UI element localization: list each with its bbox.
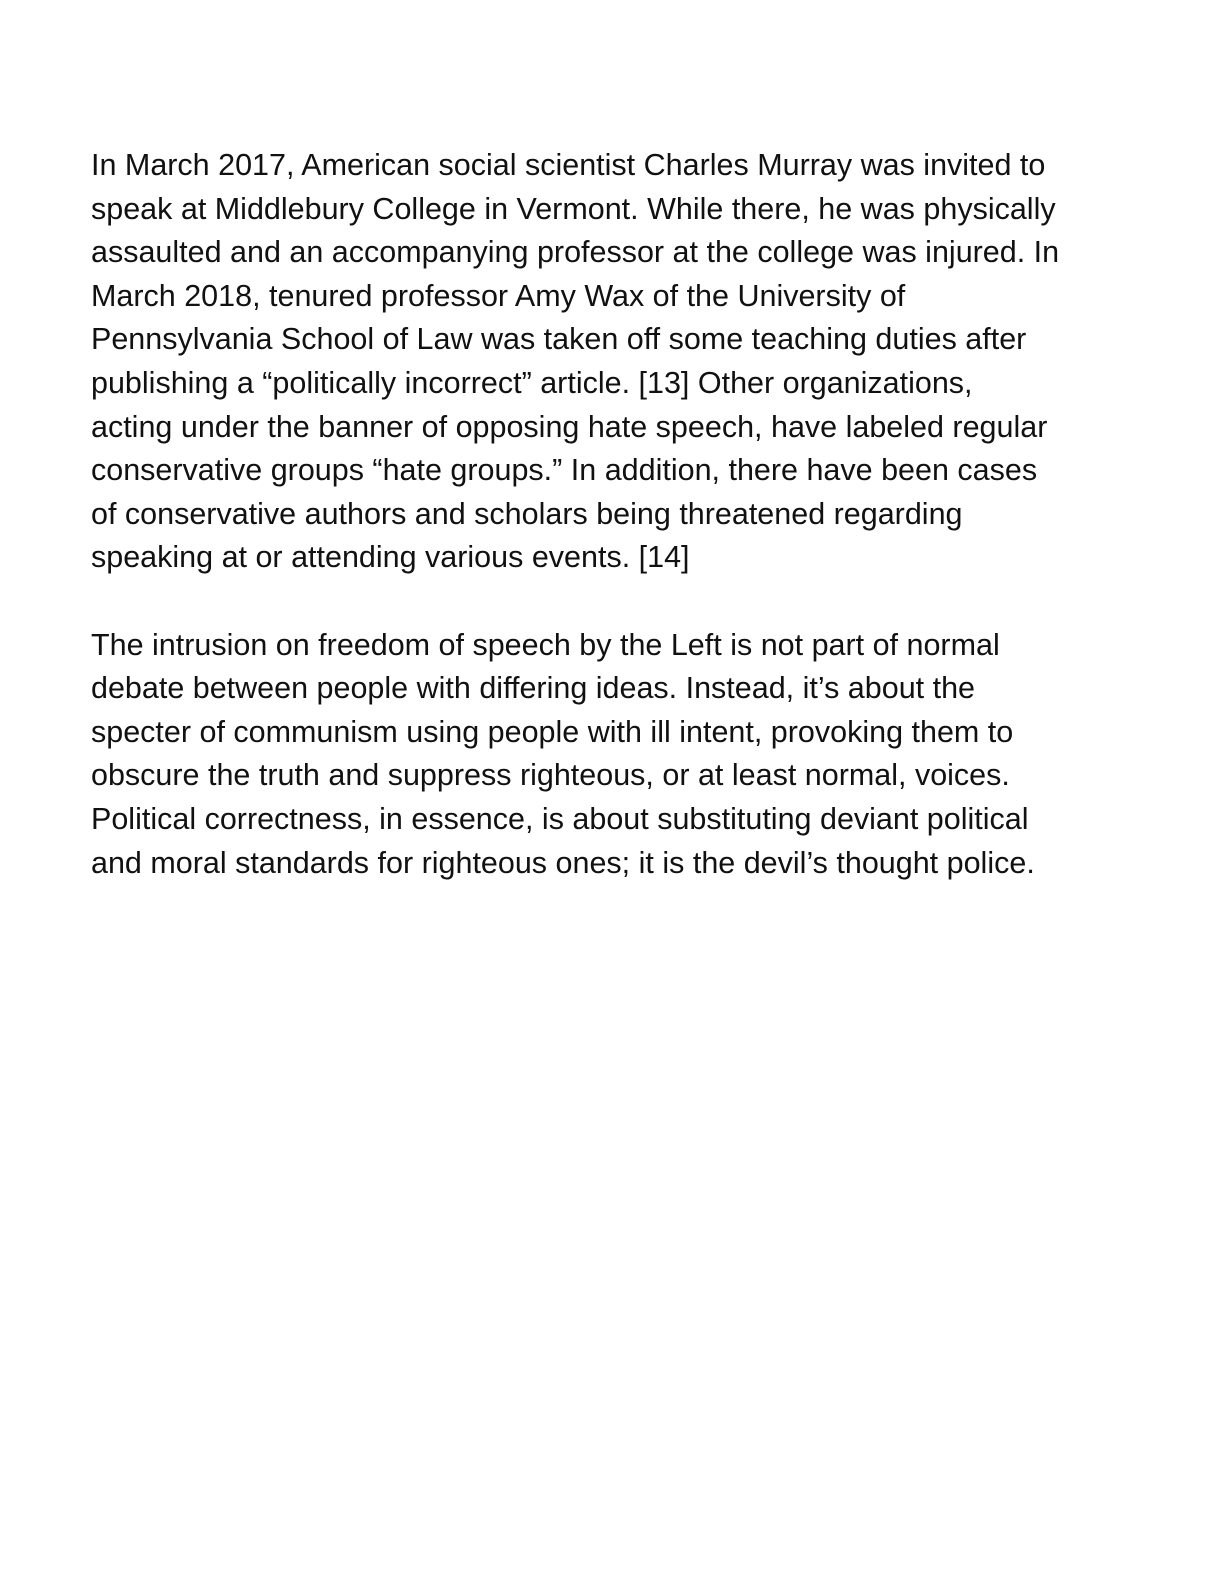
- paragraph-1: [91, 144, 1151, 580]
- text-line: and moral standards for righteous ones; it is the devil’s thought police.: [91, 845, 1035, 880]
- text-line: Pennsylvania School of Law was taken off some teaching duties after: [91, 322, 1027, 357]
- text-line: speaking at or attending various events. [14]: [91, 540, 690, 575]
- text-line: assaulted and an accompanying professor at the college was injured. In: [91, 235, 1060, 270]
- text-line: specter of communism using people with ill intent, provoking them to: [91, 714, 1014, 749]
- paragraph-2: [91, 624, 1151, 886]
- text-line: Political correctness, in essence, is about substituting deviant political: [91, 801, 1029, 836]
- text-line: The intrusion on freedom of speech by the Left is not part of normal: [91, 627, 1000, 662]
- text-line: speak at Middlebury College in Vermont. While there, he was physically: [91, 191, 1056, 226]
- text-line: March 2018, tenured professor Amy Wax of the University of: [91, 278, 906, 313]
- text-line: conservative groups “hate groups.” In addition, there have been cases: [91, 453, 1038, 488]
- text-line: of conservative authors and scholars being threatened regarding: [91, 496, 963, 531]
- text-line: acting under the banner of opposing hate speech, have labeled regular: [91, 409, 1048, 444]
- text-line: In March 2017, American social scientist Charles Murray was invited to: [91, 148, 1046, 182]
- text-line: debate between people with differing ideas. Instead, it’s about the: [91, 671, 976, 706]
- text-line: publishing a “politically incorrect” article. [13] Other organizations,: [91, 365, 973, 400]
- body-text: [91, 144, 1151, 885]
- text-line: obscure the truth and suppress righteous, or at least normal, voices.: [91, 758, 1010, 793]
